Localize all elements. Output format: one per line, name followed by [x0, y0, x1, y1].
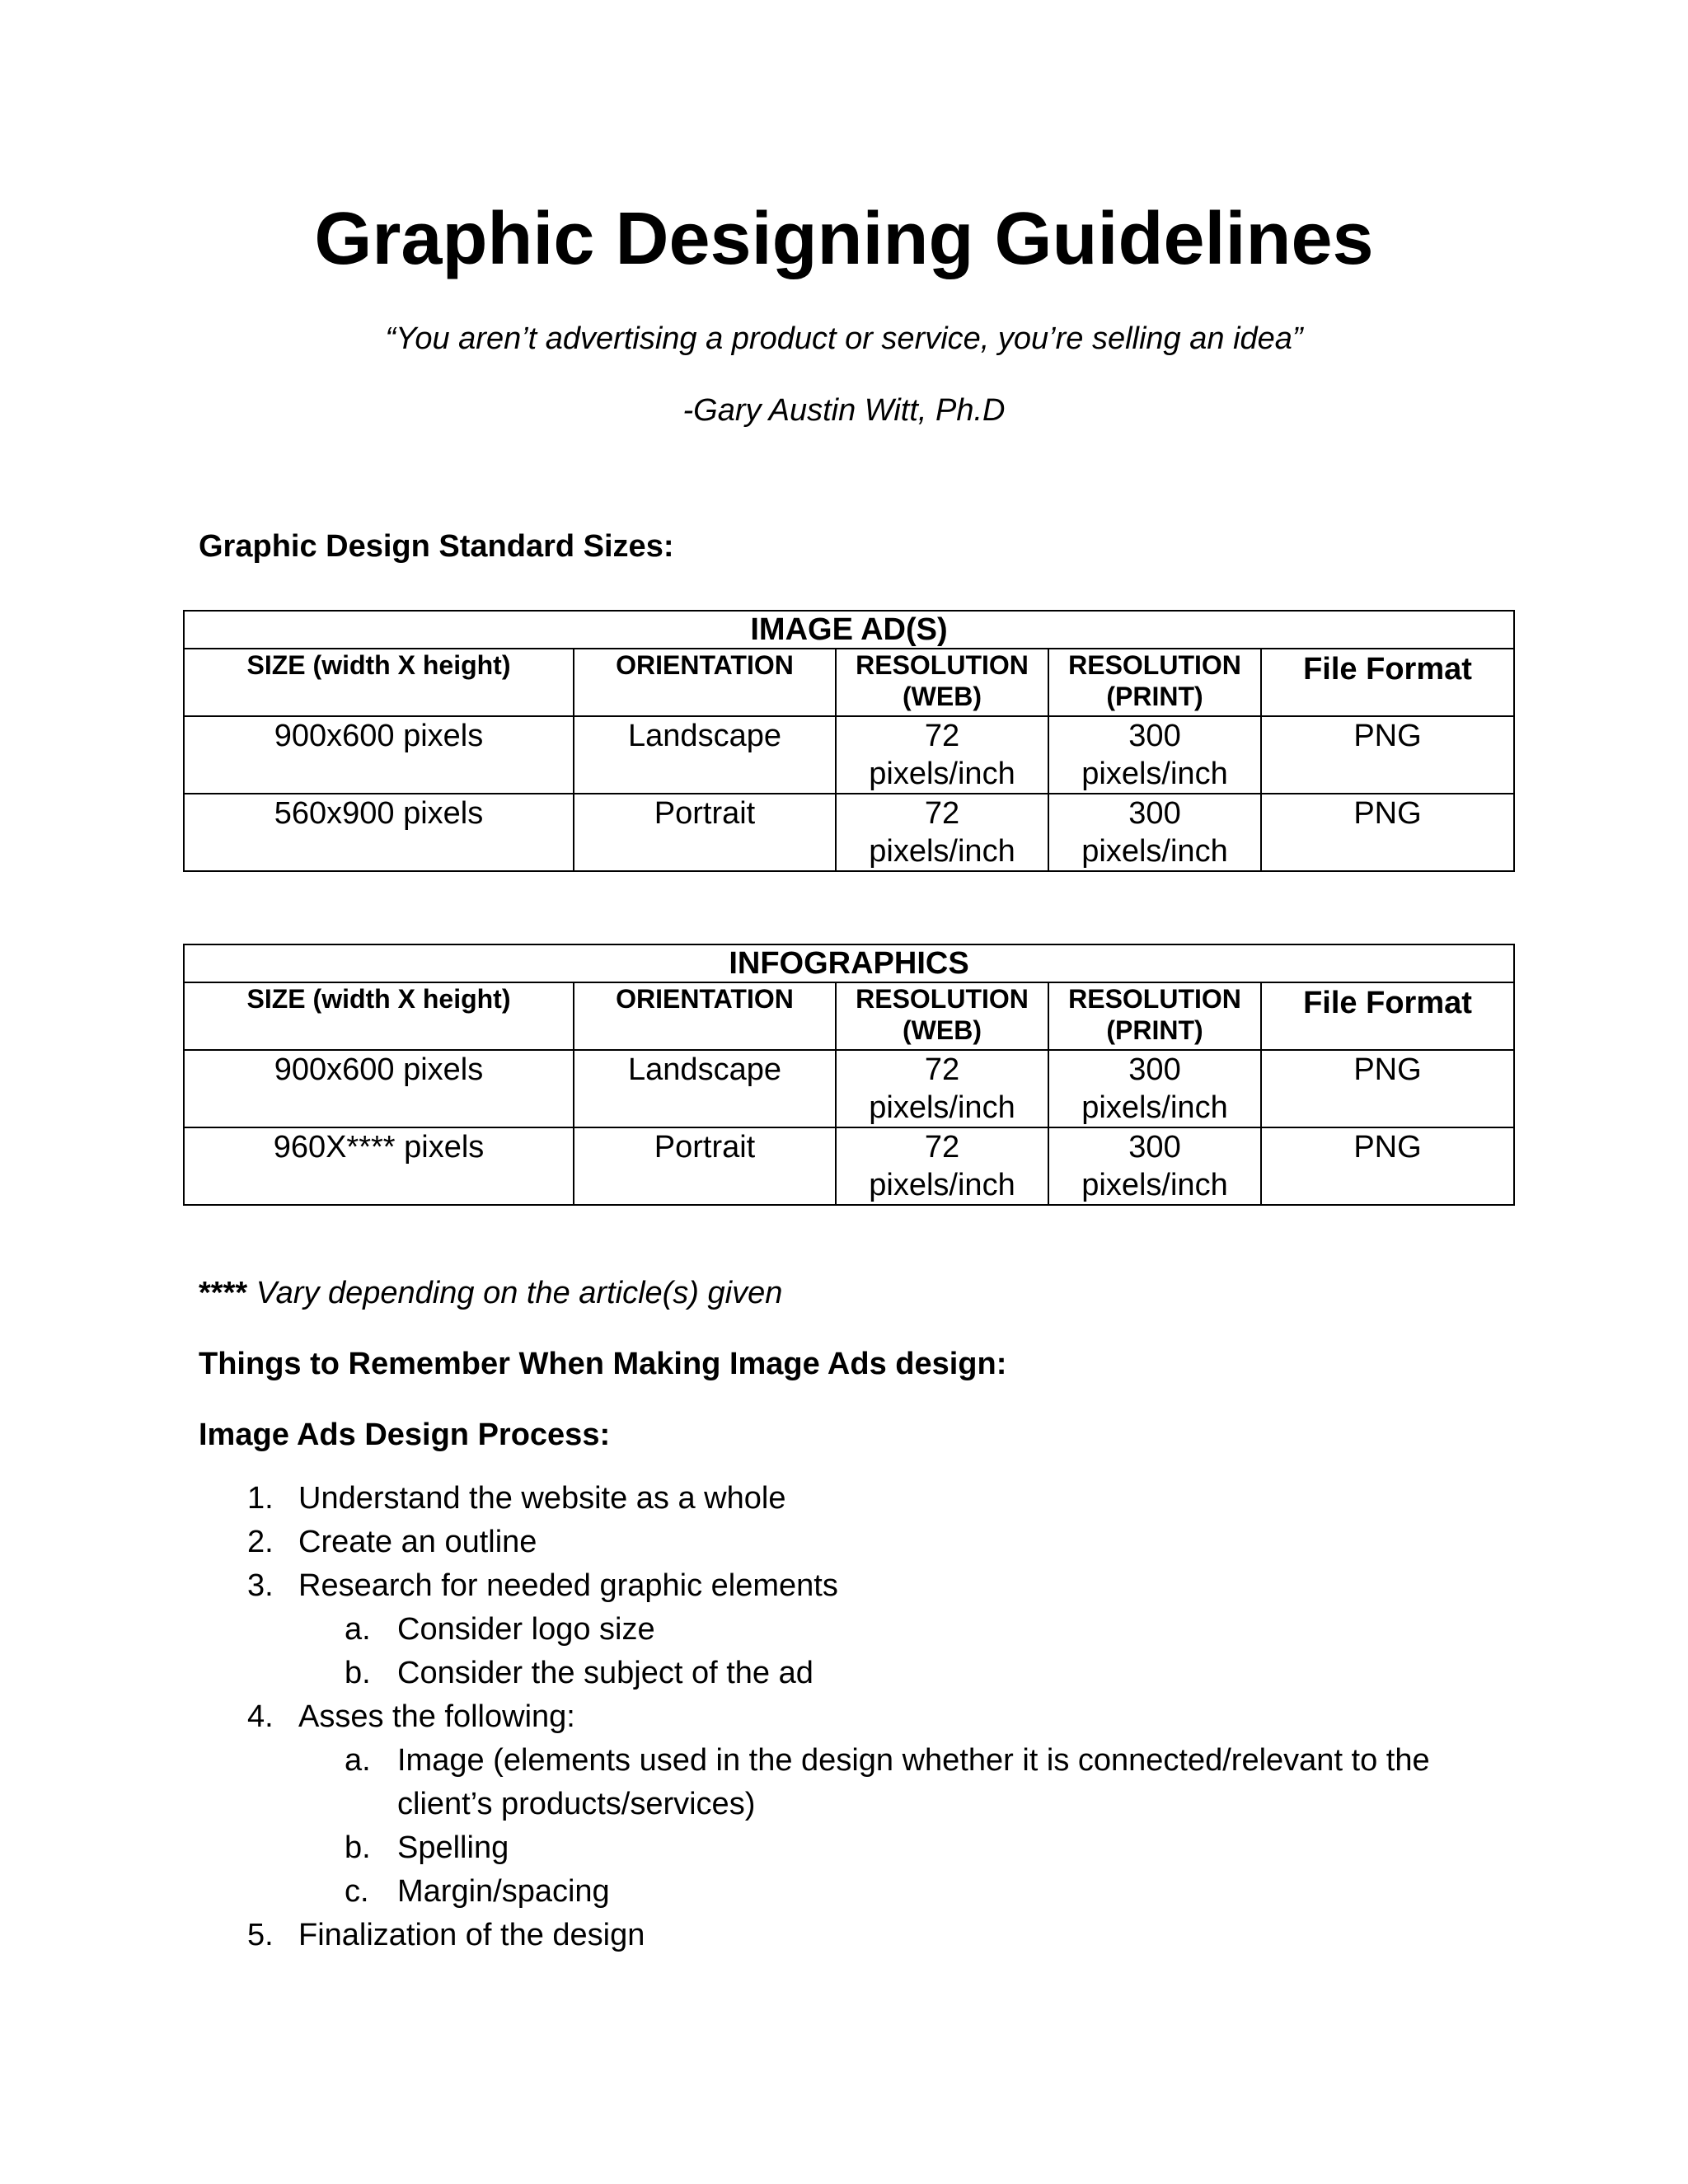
- header-resolution-print-line2: (PRINT): [1106, 1015, 1203, 1045]
- cell-format: PNG: [1261, 1050, 1514, 1127]
- cell-resolution-print: [1048, 1127, 1261, 1205]
- list-item-text: Research for needed graphic elements: [298, 1568, 838, 1603]
- cell-orientation: Portrait: [574, 1127, 836, 1205]
- header-row: [184, 649, 1514, 716]
- header-resolution-print: [1048, 649, 1261, 716]
- list-item-text: Understand the website as a whole: [298, 1481, 786, 1516]
- cell-web-unit: pixels/inch: [869, 1168, 1015, 1202]
- cell-size: 900x600 pixels: [184, 1050, 574, 1127]
- cell-print-value: 300: [1128, 796, 1181, 831]
- cell-orientation: Landscape: [574, 716, 836, 794]
- cell-print-value: 300: [1128, 719, 1181, 753]
- image-ads-table: [183, 610, 1515, 872]
- list-item-text: Asses the following:: [298, 1699, 575, 1734]
- process-heading: Image Ads Design Process:: [199, 1418, 611, 1452]
- list-marker: c.: [345, 1874, 369, 1909]
- list-item-text: Margin/spacing: [397, 1874, 610, 1909]
- header-resolution-print: [1048, 982, 1261, 1050]
- table-row: [184, 1127, 1514, 1205]
- cell-print-unit: pixels/inch: [1081, 1168, 1228, 1202]
- page-title: Graphic Designing Guidelines: [314, 198, 1374, 280]
- header-resolution-web-line1: RESOLUTION: [856, 984, 1029, 1014]
- cell-resolution-print: [1048, 794, 1261, 871]
- cell-format: PNG: [1261, 716, 1514, 794]
- list-item: [0, 1521, 1688, 1564]
- header-size: SIZE (width X height): [184, 649, 574, 716]
- list-marker: 1.: [247, 1481, 274, 1516]
- list-item-text: Create an outline: [298, 1525, 537, 1559]
- list-marker: a.: [345, 1743, 371, 1778]
- cell-web-unit: pixels/inch: [869, 834, 1015, 869]
- sub-list-item: [0, 1652, 1518, 1695]
- table-title: INFOGRAPHICS: [184, 944, 1514, 982]
- header-resolution-web-line1: RESOLUTION: [856, 650, 1029, 680]
- table-row: [184, 716, 1514, 794]
- cell-orientation: Landscape: [574, 1050, 836, 1127]
- header-orientation: ORIENTATION: [574, 649, 836, 716]
- list-marker: 4.: [247, 1699, 274, 1734]
- cell-resolution-print: [1048, 1050, 1261, 1127]
- cell-resolution-web: [836, 716, 1048, 794]
- list-marker: b.: [345, 1830, 371, 1865]
- list-marker: 2.: [247, 1525, 274, 1559]
- footnote-stars: ****: [199, 1276, 248, 1310]
- cell-web-unit: pixels/inch: [869, 1090, 1015, 1125]
- cell-web-value: 72: [924, 1052, 960, 1087]
- table-row: [184, 794, 1514, 871]
- list-item: [0, 1914, 1688, 1957]
- cell-print-value: 300: [1128, 1052, 1181, 1087]
- header-file-format: File Format: [1261, 982, 1514, 1050]
- header-file-format: File Format: [1261, 649, 1514, 716]
- list-marker: a.: [345, 1612, 371, 1647]
- cell-resolution-web: [836, 1050, 1048, 1127]
- cell-resolution-web: [836, 1127, 1048, 1205]
- cell-orientation: Portrait: [574, 794, 836, 871]
- sub-list-item: [0, 1739, 1518, 1826]
- sub-list-item: [0, 1870, 1518, 1914]
- cell-web-unit: pixels/inch: [869, 757, 1015, 791]
- sub-list-item: [0, 1826, 1518, 1870]
- cell-web-value: 72: [924, 796, 960, 831]
- cell-print-unit: pixels/inch: [1081, 757, 1228, 791]
- cell-print-unit: pixels/inch: [1081, 1090, 1228, 1125]
- header-resolution-web-line2: (WEB): [903, 682, 982, 711]
- process-list: [0, 1477, 1688, 1957]
- cell-size: 560x900 pixels: [184, 794, 574, 871]
- list-item-text: Finalization of the design: [298, 1918, 645, 1952]
- list-marker: 5.: [247, 1918, 274, 1952]
- cell-print-unit: pixels/inch: [1081, 834, 1228, 869]
- header-resolution-print-line2: (PRINT): [1106, 682, 1203, 711]
- cell-web-value: 72: [924, 1130, 960, 1165]
- header-orientation: ORIENTATION: [574, 982, 836, 1050]
- footnote-text: Vary depending on the article(s) given: [256, 1276, 783, 1310]
- list-item-text: Image (elements used in the design whether it is connected/relevant to the client’s products/services): [397, 1743, 1430, 1821]
- header-resolution-web: [836, 649, 1048, 716]
- list-item-text: Consider the subject of the ad: [397, 1656, 814, 1690]
- table-row: [184, 1050, 1514, 1127]
- list-item: [0, 1695, 1688, 1739]
- list-item: [0, 1564, 1688, 1608]
- list-marker: b.: [345, 1656, 371, 1690]
- cell-format: PNG: [1261, 794, 1514, 871]
- cell-web-value: 72: [924, 719, 960, 753]
- cell-resolution-print: [1048, 716, 1261, 794]
- remember-heading: Things to Remember When Making Image Ads design:: [199, 1347, 1007, 1381]
- quote-text: “You aren’t advertising a product or service, you’re selling an idea”: [385, 321, 1303, 356]
- header-resolution-web: [836, 982, 1048, 1050]
- cell-size: 900x600 pixels: [184, 716, 574, 794]
- list-marker: 3.: [247, 1568, 274, 1603]
- header-resolution-web-line2: (WEB): [903, 1015, 982, 1045]
- cell-print-value: 300: [1128, 1130, 1181, 1165]
- header-resolution-print-line1: RESOLUTION: [1068, 650, 1241, 680]
- list-item: [0, 1477, 1688, 1521]
- cell-resolution-web: [836, 794, 1048, 871]
- cell-format: PNG: [1261, 1127, 1514, 1205]
- sizes-heading: Graphic Design Standard Sizes:: [199, 529, 674, 564]
- footnote: [199, 1274, 782, 1312]
- quote-author: -Gary Austin Witt, Ph.D: [682, 393, 1006, 428]
- sub-list-item: [0, 1608, 1518, 1652]
- table-title: IMAGE AD(S): [184, 611, 1514, 649]
- cell-size: 960X**** pixels: [184, 1127, 574, 1205]
- header-resolution-print-line1: RESOLUTION: [1068, 984, 1241, 1014]
- list-item-text: Consider logo size: [397, 1612, 655, 1647]
- header-size: SIZE (width X height): [184, 982, 574, 1050]
- infographics-table: [183, 944, 1515, 1206]
- header-row: [184, 982, 1514, 1050]
- list-item-text: Spelling: [397, 1830, 509, 1865]
